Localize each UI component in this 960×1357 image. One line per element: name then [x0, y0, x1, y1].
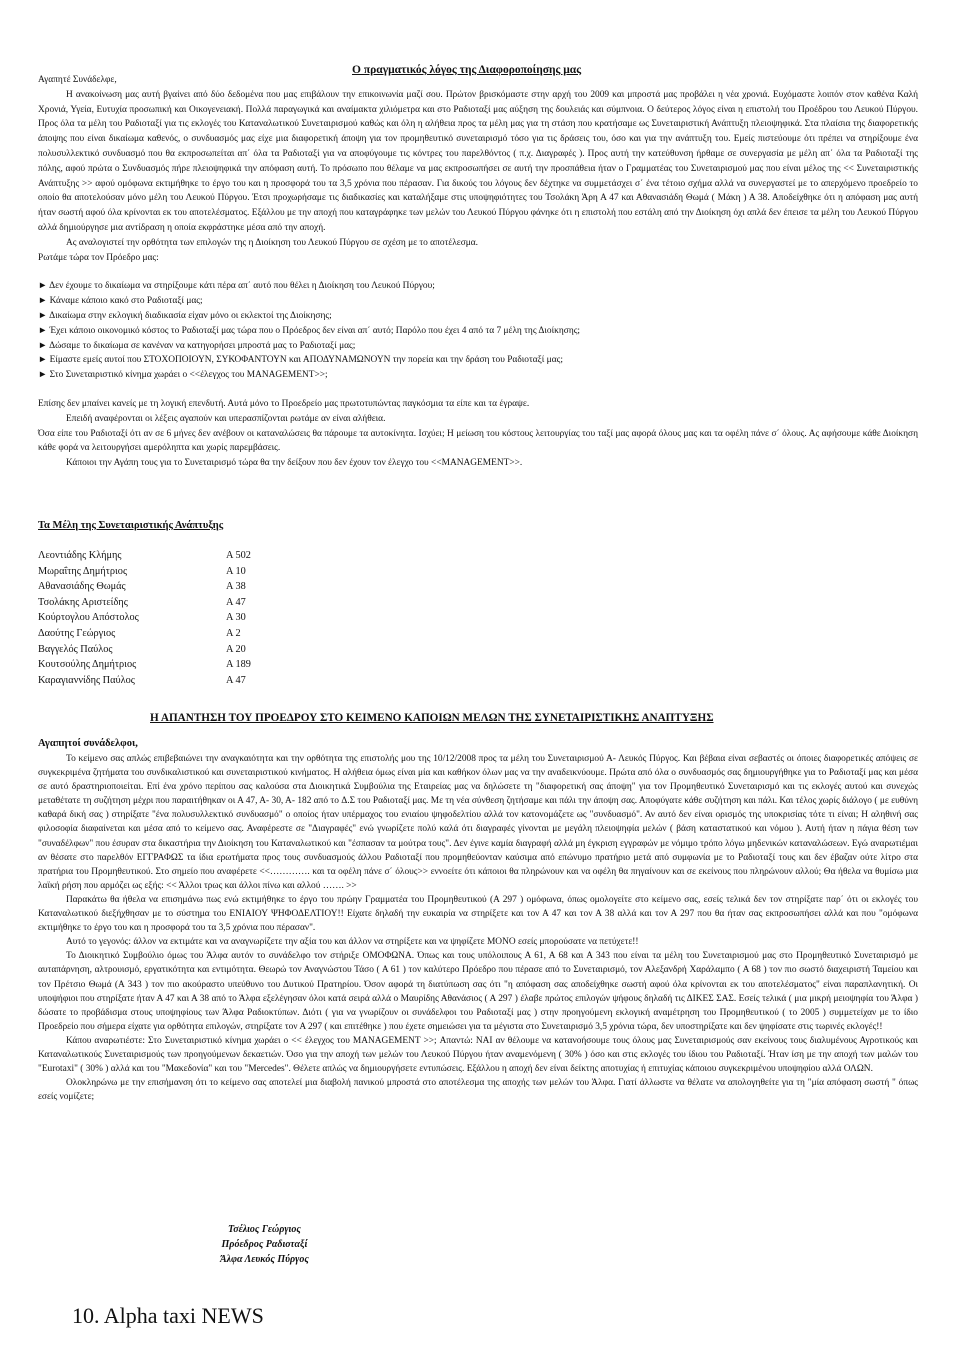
article2-greeting: Αγαπητοί συνάδελφοι,	[38, 738, 138, 749]
question-item: ► Είμαστε εμείς αυτοί που ΣΤΟΧΟΠΟΙΟΥΝ, ΣΥΚΟΦΑΝΤΟΥΝ και ΑΠΟΔΥΝΑΜΩΝΟΥΝ την πορεία και την δράση του Ραδιοταξί μας;	[38, 355, 563, 366]
member-name: Λεοντιάδης Κλήμης	[38, 550, 122, 561]
article1-paragraph: Ρωτάμε τώρα τον Πρόεδρο μας:	[38, 252, 159, 263]
member-code: Α 20	[226, 643, 246, 655]
article2-paragraph: Κάπου αναρωτιέστε: Στο Συνεταιριστικό κίνημα χωράει ο << έλεγχος του MANAGEMENT >>; Απαντώ: ΝΑΙ αν θέλουμε να κατανοήσουμε τους όλους μας Συνεταιρισμούς σαν εκείνους τους διαλυμένους Αγροτικούς και Καταναλωτικούς Συνεταιρισμούς των προηγούμενων δεκαετιών. Όσο για την αποχή των μελών του Λευκού Πύργου ήταν αναμενόμενη ( 30% ) όσο και στις εκλογές του ίδιου του Ραδιοταξί. Ήταν ίση με την αποχή των μαλών του "Eurotaxi" ( 30% ) αλλά και του "Μακεδονία" και του "Mercedes". Θέλετε απλώς να δημιουργήσετε εντυπώσεις. Εξάλλου η αποχή δεν είναι δείκτης αποτυχίας ή επιτυχίας κάποιου συγκεκριμένου υποψηφίου αλλά ΟΛΩΝ.	[38, 1035, 918, 1075]
article1-body	[38, 73, 918, 471]
closing-paragraph: Όσα είπε του Ραδιοταξί ότι αν σε 6 μήνες δεν ανέβουν οι καταναλώσεις θα πάρουμε τα αυτοκίνητα. Ισχύει; Η μείωση του κόστους λειτουργίας του ταξί μας αφορά όλους μας και τα οφέλη πάνε σ΄ όλους. Ας αφήσουμε κάθε Διοίκηση κάθε φορά να λειτουργήσει αμερόληπτα και χωρίς παρεμβάσεις.	[38, 428, 918, 454]
signature-name: Τσέλιος Γεώργιος	[228, 1224, 301, 1235]
member-code: Α 2	[226, 627, 241, 639]
member-name: Βαγγελός Παύλος	[38, 643, 113, 655]
member-name: Αθανασιάδης Θωμάς	[38, 581, 126, 593]
member-code: Α 38	[226, 581, 246, 593]
member-row	[38, 626, 251, 642]
member-name: Καραγιαννίδης Παύλος	[38, 674, 135, 686]
member-code: Α 30	[226, 612, 246, 624]
article1-paragraph: Η ανακοίνωση μας αυτή βγαίνει από δύο δεδομένα που μας επιβάλουν την επικοινωνία μαζί σου. Πρώτον βρισκόμαστε στην αρχή του 2009 και μπροστά μας προβάλει η νέα χρονιά. Ευχόμαστε λοιπόν στον καθένα Καλή Χρονιά, Υγεία, Ευτυχία προσωπική και Οικογενειακή. Πολλά παραγωγικά και αναίμακτα χιλιόμετρα και στο Ραδιοταξί μας αύξηση της δουλειάς και σύμπνοια. Ο δεύτερος λόγος είναι η επιστολή του Προέδρου του Λευκού Πύργου. Προς όλα τα μέλη του Ραδιοταξί για τις εκλογές του Καταναλωτικού Συνεταιρισμού καθώς και όλη η αλήθεια προς τα μέλη μας για τη στάση που κρατήσαμε ως Συνεταιριστική Ανάπτυξη πλειοψηφικά. Στα πλαίσια της διαφορετικής άποψης που είναι δικαίωμα καθενός, ο συνδυασμός μας είχε μια διαφορετική άποψη για τον προμηθευτικό συνεταιρισμό τόσο για τις δράσεις του, όσο και για την ανάπτυξη του. Εμείς πιστεύουμε ότι πρέπει να στηρίξουμε ένα πολυσυλλεκτικό συνδυασμό που θα εκπροσωπείται απ΄ όλα τα Ραδιοταξί για να αποφύγουμε τις κόντρες του παρελθόντος ( π.χ. Διαγραφές ). Προς αυτή την κατεύθυνση ήρθαμε σε συνεργασία με μέλη απ΄ όλα τα Ραδιοταξί της πόλης, αφού πρώτα ο Συνδυασμός πήρε πλειοψηφικά την απόφαση αυτή. Το πρόσωπο που θέλαμε να μας εκπροσωπήσει σε αυτή την προσπάθεια ήταν ο Γραμματέας του Συνεταιρισμού μας που είναι μέλος της << Συνεταιριστικής Ανάπτυξης >> αφού ομόφωνα εκτιμήθηκε το έργο του και η προσφορά του τα 3,5 χρόνια που πέρασαν. Για δικούς του λόγους δεν δέχτηκε να συμμετάσχει σ΄ ένα τέτοιο σχήμα αλλά να συνεργαστεί με το απερχόμενο προεδρείο το οποίο θα αποτελούσαν μόνο μέλη του Λευκού Πύργου. Έτσι προχωρήσαμε τις διαδικασίες και καταλήξαμε στις υποψηφιότητες του Τσολάκη Άρη Α 47 και Αθανασιάδη Θωμά ( Μάκη ) Α 38. Αποδείχθηκε ότι η απόφαση μας αυτή ήταν σωστή αφού όλα κρίνονται εκ του αποτελέσματος. Εξάλλου με την αποχή που καταγράφηκε των μελών του Λευκού Πύργου φάνηκε ότι η επιστολή που εστάλη από την Διοίκηση όχι απλά δεν έπεισε τα μέλη του Λευκού Πύργου αλλά δημιούργησε μια αντίδραση η οποία εκφράστηκε μέσα από την αποχή.	[38, 89, 918, 233]
member-row	[38, 579, 251, 595]
closing-paragraph: Επειδή αναφέρονται οι λέξεις αγαπούν και υπερασπίζονται ρωτάμε αν είναι αλήθεια.	[66, 413, 386, 424]
member-name: Τσολάκης Αριστείδης	[38, 596, 128, 608]
member-code: Α 189	[226, 659, 251, 671]
member-row	[38, 610, 251, 626]
article2-title: Η ΑΠΑΝΤΗΣΗ ΤΟΥ ΠΡΟΕΔΡΟΥ ΣΤΟ ΚΕΙΜΕΝΟ ΚΑΠΟΙΩΝ ΜΕΛΩΝ ΤΗΣ ΣΥΝΕΤΑΙΡΙΣΤΙΚΗΣ ΑΝΑΠΤΥΞΗΣ	[150, 712, 714, 724]
question-item: ► Δεν έχουμε το δικαίωμα να στηρίξουμε κάτι πέρα απ΄ αυτό που θέλει η Διοίκηση του Λευκού Πύργου;	[38, 281, 435, 292]
question-item: ► Δικαίωμα στην εκλογική διαδικασία είχαν μόνο οι εκλεκτοί της Διοίκησης;	[38, 310, 332, 321]
members-title: Τα Μέλη της Συνεταιριστικής Ανάπτυξης	[38, 520, 224, 531]
question-item: ► Κάναμε κάποιο κακό στο Ραδιοταξί μας;	[38, 296, 203, 307]
article1-greeting: Αγαπητέ Συνάδελφε,	[38, 75, 117, 85]
article1-title: Ο πραγματικός λόγος της Διαφοροποίησης μας	[352, 64, 582, 76]
members-list	[38, 548, 251, 688]
member-name: Κούρτογλου Απόστολος	[38, 612, 139, 624]
closing-paragraph: Κάποιοι την Αγάπη τους για το Συνεταιρισμό τώρα θα την δείξουν που δεν έχουν τον έλεγχο του <<MANAGEMENT>>.	[66, 458, 523, 469]
signature-block	[220, 1222, 309, 1267]
member-row	[38, 673, 251, 689]
signature-role: Πρόεδρος Ραδιοταξί	[221, 1239, 308, 1250]
closing-paragraph: Επίσης δεν μπαίνει κανείς με τη λογική επενδυτή. Αυτά μόνο το Προεδρείο μας πρωτοτυπώντας παγκόσμια τα είπε και τα έγραψε.	[38, 398, 530, 409]
member-code: Α 502	[226, 550, 251, 561]
member-code: Α 10	[226, 565, 246, 577]
member-row	[38, 657, 251, 673]
article2-paragraph: Ολοκληρώνω με την επισήμανση ότι το κείμενο σας αποτελεί μια διαβολή πανικού μπροστά στο αποτέλεσμα της αποχής των μελών του Άλφα. Γιατί άλλωστε να θέλατε να απολογηθείτε για τη "μία απόφαση σωστή " όπως εσείς νομίζετε;	[38, 1078, 918, 1103]
member-row	[38, 642, 251, 658]
question-item: ► Δώσαμε το δικαίωμα σε κανέναν να κατηγορήσει μπροστά μας το Ραδιοταξί μας;	[38, 340, 356, 351]
article2-paragraph: Το κείμενο σας απλώς επιβεβαιώνει την αναγκαιότητα και την ορθότητα της επιστολής μου της 10/12/2008 προς τα μέλη του Συνεταιρισμού Α- Λευκός Πύργος. Και βέβαια είναι σεβαστές οι όποιες διαφορετικές απόψεις σε συγκεκριμένα ζητήματα του συνδικαλιστικού και συνεταιριστικού κινήματος. Η αλήθεια όμως είναι μία και καθήκον όλων μας να την αναδεικνύουμε. Πρώτα από όλα ο συνδυασμός σας δημιουργήθηκε για το Ραδιοταξί μας και μέσα σε αυτό δραστηριοποιείται. Επί ένα χρόνο περίπου σας καλούσα στα Διοικητικά Συμβούλια της Εταιρείας μας να δηλώσετε τη "διαφορετική σας άποψη" για τον Προμηθευτικό Συνεταιρισμό και τις εκλογές αυτού και συνεχώς μεταθέτατε τη συζήτηση μέχρι που παραιτήθηκαν οι Α 47, Α- 30, Α- 182 από τo Δ.Σ του Ραδιοταξί μας. Με τη νέα σύνθεση ζητήσαμε και πάλι την άποψη σας. Αποφύγατε κάθε συζήτηση και πάλι. Και τέλος χωρίς διάλογο ( με ευθύνη καθαρά δική σας ) στηρίξατε "ένα πολυσυλλεκτικό συνδυασμό" ο οποίος ήταν υπέρμαχος του ενιαίου ψηφοδελτίου αλλά τον κατονομάζετε ως "συνδυασμό". Αν αυτό δεν είναι ορισμός της υποκρισίας τότε τι είναι; Η αληθινή σας φιλοσοφία διαφαίνεται και μέσα από το κείμενο σας. Αναφέρεστε σε "Διαγραφές" ενώ γνωρίζετε πολύ καλά ότι διαγραφές γίνονται με μεγάλη πλειοψηφία μελών ( βάση καταστατικού και νόμου ). Αυτή ήταν η πάγια θέση των "συναδέλφων" που έσυραν στα δικαστήρια την Διοίκηση του Καταναλωτικού και "έσπασαν τα μούτρα τους". Δεν έγινε καμία διαγραφή αλλά μη έγκριση εγγραφών με νόμιμο τρόπο λόγω μηδενικών καταναλώσεων. Εγώ αναρωτιέμαι αν θέσατε στο παρελθόν ΕΓΓΡΑΦΩΣ τα ίδια ερωτήματα προς τους συνδυασμούς άλλου Ραδιοταξί που προμηθεύονταν καύσιμα από επώνυμο πρατήριο μετά από συμφωνία με το Ραδιοταξί τους και δεν έβαζαν ούτε λίτρο στα πρατήρια του Προμηθευτικού. Στο σημείο που αναφέρετε <<…………. και τα οφέλη πάνε σ΄ όλους>> εννοείτε ότι κάποιοι θα πληρώνουν και να οφέλη θα πηγαίνουν και σε εκείνους που πληρώνουν αλλού; Θα ήθελα να θυμίσω μια λαϊκή ρήση που αρμόζει ως εξής: << Άλλοι τρως και άλλοι πίνω και αλλού ……. >>	[38, 754, 918, 891]
article2-paragraph: Το Διοικητικό Συμβούλιο όμως του Άλφα αυτόν το συνάδελφο τον στήριξε ΟΜΟΦΩΝΑ. Όπως και τους υπόλοιπους Α 61, Α 68 και Α 343 που είναι τα μέλη του Συνεταιρισμού μας στο Προμηθευτικό Συνεταιρισμό με αυταπάρνηση, αλτρουισμό, εργατικότητα και εντιμότητα. Θεωρώ τον Αναγνώστου Τάσο ( Α 61 ) τον καλύτερο Πρόεδρο που πέρασε από το Συνεταιρισμό, τον Αλεξανδρή Χαράλαμπο ( Α 68 ) τον πιο σωστό διαχειριστή Ταμείου και τον Πρέτσιο Θωμά (Α 343 ) τον πιο ακούραστο υπεύθυνο του Δυτικού Πρατηρίου. Όσον αφορά τη διατύπωση σας ότι "η απόφαση σας αποδείχθηκε σωστή αφού όλα κρίνονται εκ του αποτελέσματος" είναι παραπλανητική. Οι υποψήφιοι που στηρίξατε ήταν Α 47 και Α 38 από το Άλφα εξελέγησαν όλοι κατά σειρά αλλά ο Μαυρίδης Αθανάσιος ( Α 297 ) έλαβε πρώτος επιλογών ψήφους δηλαδή τις ΔΙΚΕΣ ΣΑΣ. Εσείς τελικά ( μια μικρή μειοψηφία του Άλφα ) δώσατε το προβάδισμα στους υποψηφίους των Άλφα Ραδιοκτύπων. Διότι ( για να γνωρίζουν οι συνάδελφοι του Ραδιοταξί μας ) στην προηγούμενη εκλογική αναμέτρηση του Προμηθευτικού ( το 2005 ) συμμετείχαν με το ίδιο Προεδρείο που σήμερα είχατε για ορθότητα επιλογών, στηρίξατε τον Α 297 ( και επιτέθηκε ) που έχετε σημειώσει για τα μέγιστα στο Συνεταιρισμό 3,5 χρόνια τώρα, δεν υποστηρίξατε και δεν ψηφίσατε στις τωρινές εκλογές!!	[38, 951, 918, 1032]
member-code: Α 47	[226, 674, 246, 686]
signature-org: Άλφα Λευκός Πύργος	[220, 1254, 309, 1265]
member-row	[38, 595, 251, 611]
member-code: Α 47	[226, 596, 246, 608]
article1-paragraph: Ας αναλογιστεί την ορθότητα των επιλογών της η Διοίκηση του Λευκού Πύργου σε σχέση με το αποτέλεσμα.	[66, 237, 479, 248]
question-list	[38, 279, 918, 383]
member-name: Δαούτης Γεώργιος	[38, 627, 116, 639]
article2-paragraph: Αυτό το γεγονός: άλλον να εκτιμάτε και να αναγνωρίζετε την αξία του και άλλον να στηρίξετε και να ψηφίζετε ΜΟΝΟ εσείς μπορούσατε να πετύχετε!!	[66, 937, 639, 948]
question-item: ► Στο Συνεταιριστικό κίνημα χωράει ο <<έλεγχος του MANAGEMENT>>;	[38, 370, 328, 381]
member-name: Κουτσούλης Δημήτριος	[38, 659, 137, 671]
page-footer: 10. Alpha taxi NEWS	[72, 1303, 264, 1328]
member-row	[38, 548, 251, 564]
article2-paragraph: Παρακάτω θα ήθελα να επισημάνω πως ενώ εκτιμήθηκε το έργο του πρώην Γραμματέα του Προμηθευτικού (Α 297 ) ομόφωνα, όπως ομολογείτε στο κείμενο σας, εσείς τελικά δεν τον στηρίξατε παρ΄ ότι οι εκλογές του Καταναλωτικού διεξήχθησαν με το σύστημα του ΕΝΙΑΙΟΥ ΨΗΦΟΔΕΛΤΙΟΥ!! Είχατε δηλαδή την ευκαιρία να στηρίξετε και τον Α 47 και τον Α 38 αλλά και τον Α 297 που θα ήταν σας εκπροσωπήσει αλλά και που "ομόφωνα εκτιμήθηκε το έργο του και η προσφορά του τα 3,5 χρόνια που πέρασαν".	[38, 894, 918, 934]
question-item: ► Έχει κάποιο οικονομικό κόστος το Ραδιοταξί μας τώρα που ο Πρόεδρος δεν είναι απ΄ αυτό; Παρόλο που έχει 4 από τα 7 μέλη της Διοίκησης;	[38, 325, 581, 336]
article2-body	[38, 752, 918, 1104]
member-name: Μωραΐτης Δημήτριος	[38, 565, 128, 577]
member-row	[38, 564, 251, 580]
